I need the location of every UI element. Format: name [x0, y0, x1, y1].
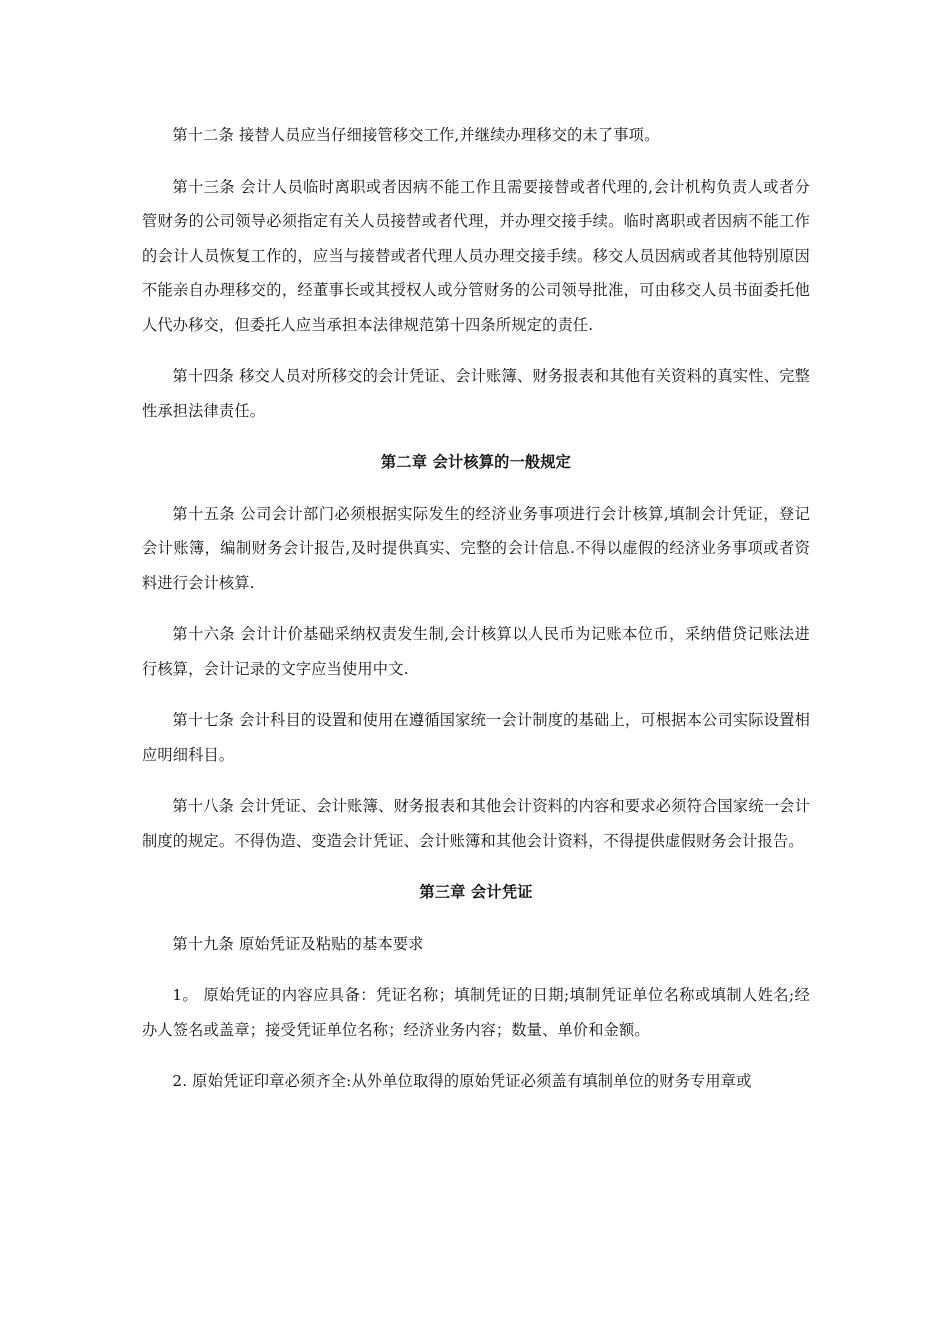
article-16: 第十六条 会计计价基础采纳权责发生制,会计核算以人民币为记账本位币，采纳借贷记账法进行核算，会计记录的文字应当使用中文. — [142, 625, 810, 678]
article-15: 第十五条 公司会计部门必须根据实际发生的经济业务事项进行会计核算,填制会计凭证，登记会计账簿，编制财务会计报告,及时提供真实、完整的会计信息.不得以虚假的经济业务事项或者资料进行会计核算. — [142, 504, 810, 592]
chapter-2-heading: 第二章 会计核算的一般规定 — [380, 453, 572, 471]
article-17: 第十七条 会计科目的设置和使用在遵循国家统一会计制度的基础上，可根据本公司实际设置相应明细科目。 — [142, 711, 810, 764]
chapter-3-heading: 第三章 会计凭证 — [419, 883, 533, 901]
article-14: 第十四条 移交人员对所移交的会计凭证、会计账簿、财务报表和其他有关资料的真实性、完整性承担法律责任。 — [142, 367, 810, 420]
article-12: 第十二条 接替人员应当仔细接管移交工作,并继续办理移交的未了事项。 — [172, 126, 660, 144]
article-19-item-2: 2. 原始凭证印章必须齐全:从外单位取得的原始凭证必须盖有填制单位的财务专用章或 — [172, 1072, 752, 1090]
article-18: 第十八条 会计凭证、会计账簿、财务报表和其他会计资料的内容和要求必须符合国家统一会计制度的规定。不得伪造、变造会计凭证、会计账簿和其他会计资料，不得提供虚假财务会计报告。 — [142, 797, 810, 850]
document-body — [142, 118, 810, 1116]
article-13: 第十三条 会计人员临时离职或者因病不能工作且需要接替或者代理的,会计机构负责人或者分管财务的公司领导必须指定有关人员接替或者代理，并办理交接手续。临时离职或者因病不能工作的会计人员恢复工作的，应当与接替或者代理人员办理交接手续。移交人员因病或者其他特别原因不能亲自办理移交的，经董事长或其授权人或分管财务的公司领导批准，可由移交人员书面委托他人代办移交，但委托人应当承担本法律规范第十四条所规定的责任. — [142, 177, 810, 334]
article-19-item-1: 1。 原始凭证的内容应具备：凭证名称；填制凭证的日期;填制凭证单位名称或填制人姓名;经办人签名或盖章；接受凭证单位名称；经济业务内容；数量、单价和金额。 — [142, 986, 810, 1039]
article-19: 第十九条 原始凭证及粘贴的基本要求 — [172, 934, 424, 953]
